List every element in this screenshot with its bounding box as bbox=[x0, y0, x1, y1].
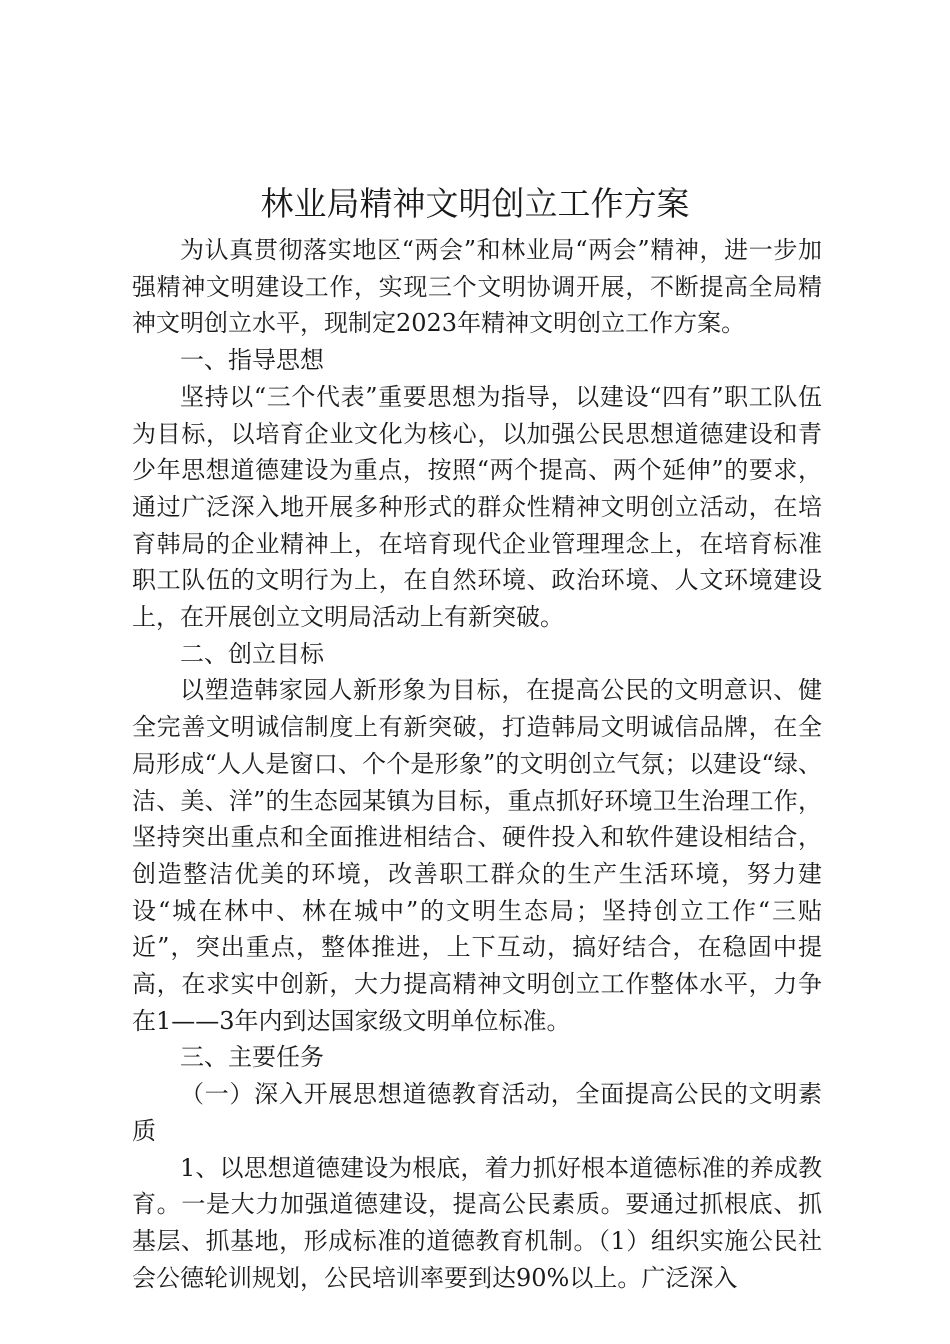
intro-paragraph: 为认真贯彻落实地区“两会”和林业局“两会”精神，进一步加强精神文明建设工作，实现三个文明协调开展，不断提高全局精神文明创立水平，现制定2023年精神文明创立工作方案。 bbox=[132, 236, 822, 338]
subsection-heading-moral-education: （一）深入开展思想道德教育活动，全面提高公民的文明素质 bbox=[132, 1080, 822, 1145]
section-heading-guiding-ideology: 一、指导思想 bbox=[180, 346, 324, 375]
document-body bbox=[132, 232, 822, 1296]
goals-paragraph: 以塑造韩家园人新形象为目标，在提高公民的文明意识、健全完善文明诚信制度上有新突破，打造韩局文明诚信品牌，在全局形成“人人是窗口、个个是形象”的文明创立气氛；以建设“绿、洁、美、洋”的生态园某镇为目标，重点抓好环境卫生治理工作，坚持突出重点和全面推进相结合、硬件投入和软件建设相结合，创造整洁优美的环境，改善职工群众的生产生活环境，努力建设“城在林中、林在城中”的文明生态局；坚持创立工作“三贴近”，突出重点，整体推进，上下互动，搞好结合，在稳固中提高，在求实中创新，大力提高精神文明创立工作整体水平，力争在1——3年内到达国家级文明单位标准。 bbox=[132, 676, 822, 1035]
guiding-ideology-paragraph: 坚持以“三个代表”重要思想为指导，以建设“四有”职工队伍为目标，以培育企业文化为核心，以加强公民思想道德建设和青少年思想道德建设为重点，按照“两个提高、两个延伸”的要求，通过广泛深入地开展多种形式的群众性精神文明创立活动，在培育韩局的企业精神上，在培育现代企业管理理念上，在培育标准职工队伍的文明行为上，在自然环境、政治环境、人文环境建设上，在开展创立文明局活动上有新突破。 bbox=[132, 382, 822, 632]
task-item-1-paragraph: 1、以思想道德建设为根底，着力抓好根本道德标准的养成教育。一是大力加强道德建设，提高公民素质。要通过抓根底、抓基层、抓基地，形成标准的道德教育机制。（1）组织实施公民社会公德轮训规划，公民培训率要到达90%以上。广泛深入 bbox=[132, 1153, 822, 1292]
section-heading-goals: 二、创立目标 bbox=[180, 639, 324, 668]
section-heading-main-tasks: 三、主要任务 bbox=[180, 1043, 324, 1072]
document-title: 林业局精神文明创立工作方案 bbox=[260, 184, 690, 223]
